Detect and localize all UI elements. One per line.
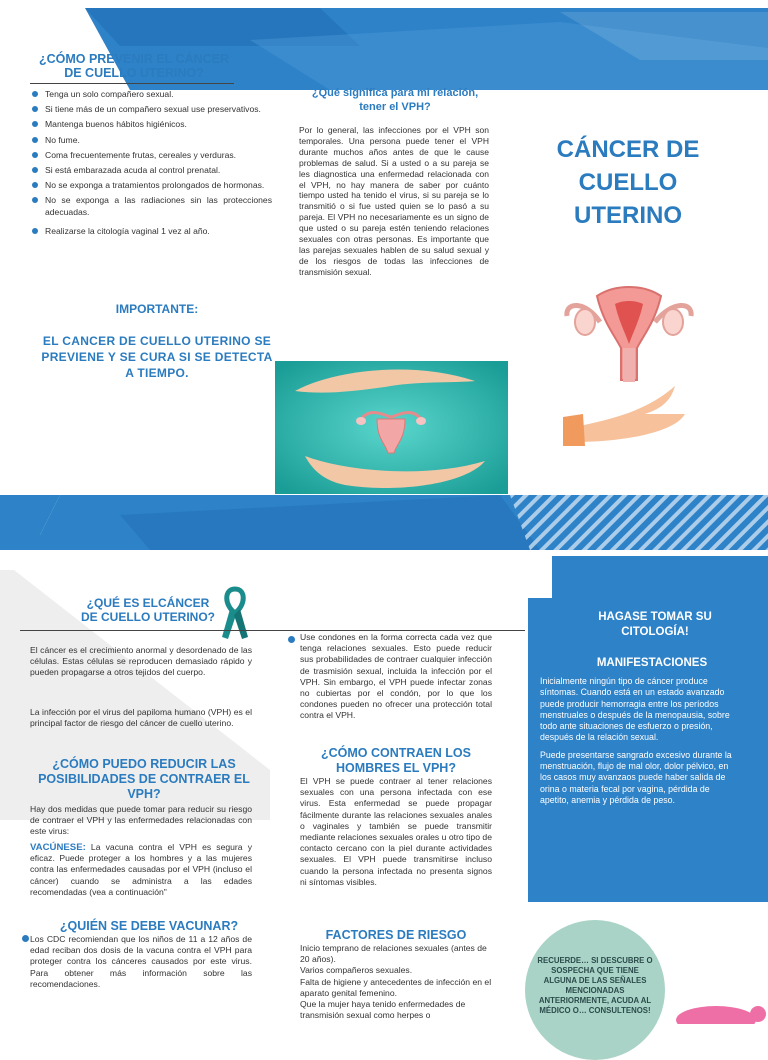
prevention-item: Mantenga buenos hábitos higiénicos. bbox=[32, 119, 272, 130]
risk-factors-list bbox=[300, 943, 496, 1021]
what-is-title: ¿QUÉ ES ELCÁNCER DE CUELLO UTERINO? bbox=[81, 596, 215, 624]
important-label: IMPORTANTE: bbox=[115, 302, 199, 316]
prevention-list bbox=[32, 89, 272, 241]
recuerde-text: RECUERDE… SI DESCUBRE O SOSPECHA QUE TIENE ALGUNA DE LAS SEÑALES MENCIONADAS ANTERIORMENTE, ACUDA AL MÉDICO O… CONSULTENOS! bbox=[537, 956, 653, 1015]
ribbon-icon bbox=[218, 585, 252, 641]
uterus-hand-illustration bbox=[545, 282, 715, 447]
reduce-title: ¿CÓMO PUEDO REDUCIR LAS POSIBILIDADES DE CONTRAER EL VPH? bbox=[38, 757, 250, 801]
cover-title: CÁNCER DE CUELLO UTERINO bbox=[556, 136, 700, 229]
hands-uterus-photo bbox=[275, 361, 508, 494]
citologia-title: HAGASE TOMAR SU CITOLOGÍA! bbox=[598, 611, 712, 638]
who-vaccinate-text: Los CDC recomiendan que los niños de 11 a 12 años de edad reciban dos dosis de la vacuna contra el VPH para proteger contra los cánceres causados por este virus. Para obtener más información sobre las recomendaciones. bbox=[30, 934, 252, 989]
vph-relation-title: ¿Qué significa para mi relación, tener el VPH? bbox=[311, 87, 479, 113]
manifestaciones-text bbox=[540, 676, 734, 812]
prevention-item: Realizarse la citología vaginal 1 vez al año. bbox=[32, 226, 272, 237]
prevention-item: Si tiene más de un compañero sexual use preservativos. bbox=[32, 104, 272, 115]
uterus-corner-icon bbox=[668, 1000, 768, 1024]
what-is-para2: La infección por el virus del papiloma humano (VPH) es el principal factor de riesgo del cáncer de cuello uterino. bbox=[30, 707, 252, 729]
reduce-text: Hay dos medidas que puede tomar para reducir su riesgo de contraer el VPH y las enfermedades relacionadas con este virus: bbox=[30, 804, 252, 837]
vacunese-text: VACÚNESE: La vacuna contra el VPH es segura y eficaz. Puede proteger a los hombres y a las mujeres contra las enfermedades causadas por el VPH (incluso el cáncer) cuando se administra a las edades recomendadas (vea a continuación" bbox=[30, 842, 252, 897]
men-contract-text: El VPH se puede contraer al tener relaciones sexuales con una persona infectada con ese virus. Esta enfermedad se puede propagar fácilmente durante las relaciones sexuales anales o vaginales y también se puede transmitir mediante relaciones sexuales orales u otro tipo de contacto cercano con la piel durante actividades sexuales. El VPH puede transmitirse incluso cuando la persona infectada no presenta signos ni síntomas visibles. bbox=[300, 776, 492, 887]
risk-factor-item: Inicio temprano de relaciones sexuales (antes de 20 años). bbox=[300, 943, 487, 965]
manifestaciones-title: MANIFESTACIONES bbox=[596, 657, 708, 669]
condones-text: Use condones en la forma correcta cada vez que tenga relaciones sexuales. Esto puede reducir sus probabilidades de contraer cualquier infección de trasmisión sexual, incluida la infección por el VPH. Sin embargo, el VPH puede infectar zonas no cubiertas por el condón, por lo que los condones pueden no ofrecer una protección total contra el VPH. bbox=[300, 632, 492, 721]
who-vaccinate-bullet bbox=[22, 935, 29, 942]
vph-relation-text: Por lo general, las infecciones por el VPH son temporales. Una persona puede tener el VPH durante muchos años antes de que le cause problemas de salud. Si a usted o a su pareja se les diagnostica una enfermedad relacionada con el VPH, no hay manera de saber por cuánto tiempo usted ha tenido el virus, si su pareja se lo transmitió o si fue usted quien se lo pasó a su pareja. El VPH no necesariamente es un signo de que usted o su pareja estén teniendo relaciones sexuales con otras personas. Es importante que las parejas sexuales hablen de su salud sexual y de los riesgos de todas las infecciones de transmisión sexual. bbox=[299, 125, 489, 277]
middle-banner bbox=[0, 495, 768, 553]
who-vaccinate-title: ¿QUIÉN SE DEBE VACUNAR? bbox=[59, 919, 239, 933]
prevention-item: Tenga un solo compañero sexual. bbox=[32, 89, 272, 100]
prevention-item: Coma frecuentemente frutas, cereales y verduras. bbox=[32, 150, 272, 161]
prevent-title: ¿CÓMO PREVENIR EL CÁNCER DE CUELLO UTERINO? bbox=[38, 52, 230, 80]
condones-bullet bbox=[288, 636, 295, 643]
important-text: EL CANCER DE CUELLO UTERINO SE PREVIENE Y SE CURA SI SE DETECTA A TIEMPO. bbox=[41, 334, 273, 380]
manif-para1: Inicialmente ningún tipo de cáncer produce síntomas. Cuando está en un estado avanzado puede producir hemorragia entre los períodos menstruales o después de la menopausia, sobre todo ante situaciones de esfuerzo o presión, después de la relación sexual. bbox=[540, 676, 730, 743]
risk-factors-title: FACTORES DE RIESGO bbox=[325, 928, 467, 942]
risk-factor-item: Que la mujer haya tenido enfermedades de transmisión sexual como herpes o bbox=[300, 999, 466, 1021]
prevention-item: Si está embarazada acuda al control prenatal. bbox=[32, 165, 272, 176]
prevent-title-underline bbox=[30, 83, 234, 84]
manif-para2: Puede presentarse sangrado excesivo durante la menstruación, flujo de mal olor, dolor pélvico, en los casos muy avanzaos puede haber salida de orina o materia fecal por vagina, pérdida de apetito, anemia y pérdida de peso. bbox=[540, 749, 732, 805]
what-is-underline bbox=[20, 630, 525, 631]
risk-factor-item: Varios compañeros sexuales. bbox=[300, 965, 413, 976]
prevention-item: No se exponga a tratamientos prolongados de hormonas. bbox=[32, 180, 272, 191]
risk-factor-item: Falta de higiene y antecedentes de infección en el aparato genital femenino. bbox=[300, 976, 492, 998]
prevention-item: No fume. bbox=[32, 135, 272, 146]
men-contract-title: ¿CÓMO CONTRAEN LOS HOMBRES EL VPH? bbox=[321, 746, 471, 775]
what-is-para1: El cáncer es el crecimiento anormal y desordenado de las células. Estas células se reproducen demasiado rápido y pueden propagarse a otros tejidos del cuerpo. bbox=[30, 645, 252, 678]
prevention-item: No se exponga a las radiaciones sin las protecciones adecuadas. bbox=[32, 195, 272, 217]
